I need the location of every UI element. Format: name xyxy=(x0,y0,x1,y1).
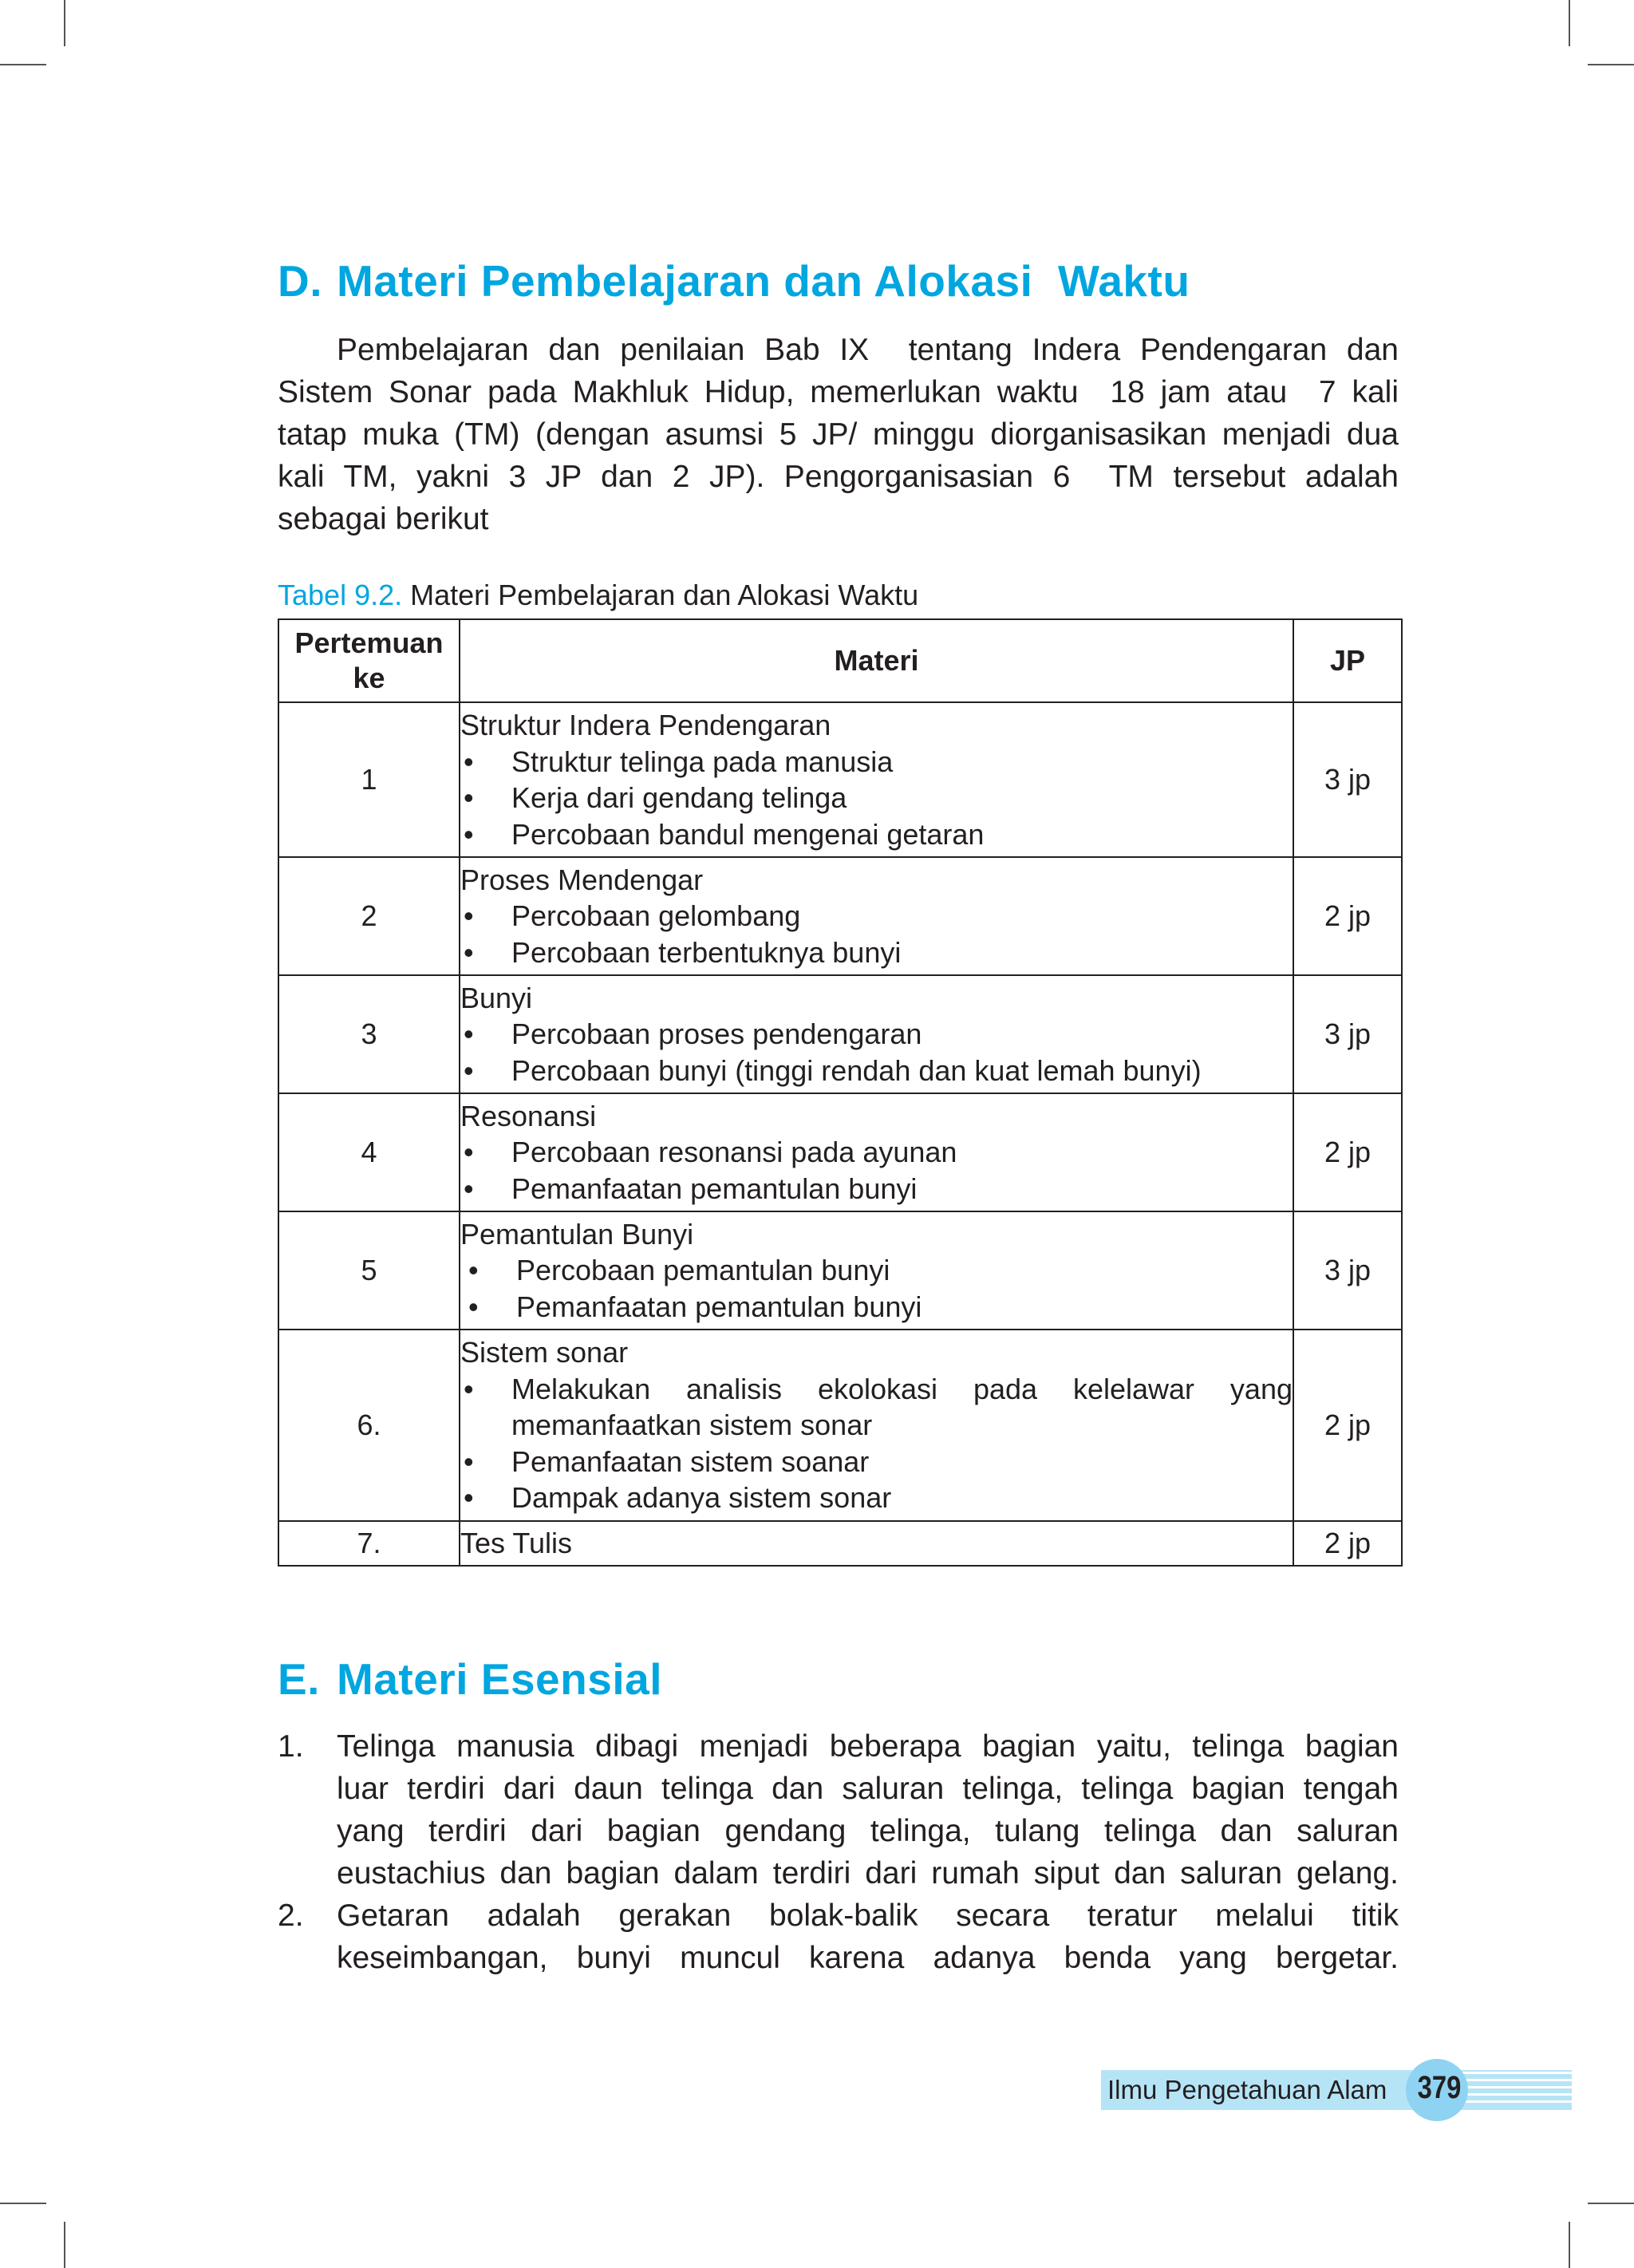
materi-title: Bunyi xyxy=(460,981,533,1014)
table-row xyxy=(278,1093,1402,1211)
row-materi xyxy=(460,1093,1293,1211)
paragraph-line: Sistem Sonar pada Makhluk Hidup, memerlukan waktu 18 jam atau 7 kali xyxy=(278,375,1399,409)
table-row xyxy=(278,1330,1402,1521)
section-d-heading xyxy=(278,255,1190,306)
crop-mark xyxy=(64,0,65,46)
table-row xyxy=(278,702,1402,857)
row-jp: 2 jp xyxy=(1293,857,1402,975)
materi-title: Tes Tulis xyxy=(460,1527,573,1560)
list-item: • Pemanfaatan sistem soanar xyxy=(464,1444,870,1478)
crop-mark xyxy=(1569,0,1570,46)
crop-mark xyxy=(64,2222,65,2268)
row-materi xyxy=(460,702,1293,857)
row-materi xyxy=(460,1330,1293,1521)
table-caption-label: Tabel 9.2. xyxy=(278,579,403,611)
header-pertemuan: Pertemuan ke xyxy=(278,619,460,702)
page-number: 379 xyxy=(1417,2070,1462,2105)
section-d-letter: D. xyxy=(278,256,322,306)
crop-mark xyxy=(0,64,46,65)
row-number: 4 xyxy=(278,1093,460,1211)
row-materi xyxy=(460,975,1293,1093)
list-item xyxy=(278,1725,1399,1895)
list-item-continuation: memanfaatkan sistem sonar xyxy=(511,1409,873,1442)
section-e-letter: E. xyxy=(278,1654,320,1704)
row-number: 3 xyxy=(278,975,460,1093)
header-jp: JP xyxy=(1293,619,1402,702)
list-item: • Percobaan bandul mengenai getaran xyxy=(464,817,985,851)
section-e-title: Materi Esensial xyxy=(337,1654,662,1704)
list-item-text: Getaran adalah gerakan bolak-balik secara teratur melalui titik keseimbangan, bunyi muncul karena adanya benda yang bergetar. xyxy=(337,1899,1399,1975)
crop-mark xyxy=(1569,2222,1570,2268)
materi-title: Sistem sonar xyxy=(460,1336,629,1369)
list-item-text: Telinga manusia dibagi menjadi beberapa bagian yaitu, telinga bagian luar terdiri dari daun telinga dan saluran telinga, telinga bagian tengah yang terdiri dari bagian gendang telinga, tulang telinga dan saluran eustachius dan bagian dalam terdiri dari rumah siput dan saluran gelang. xyxy=(337,1729,1399,1891)
list-item-number: 1. xyxy=(278,1729,304,1764)
section-e-heading xyxy=(278,1654,662,1705)
row-jp: 2 jp xyxy=(1293,1330,1402,1521)
paragraph-line: Pembelajaran dan penilaian Bab IX tentang Indera Pendengaran dan xyxy=(337,333,1399,367)
list-item: • Percobaan gelombang xyxy=(464,899,801,933)
section-d-paragraph xyxy=(278,329,1399,540)
list-item: • Percobaan pemantulan bunyi xyxy=(468,1254,890,1287)
row-jp: 3 jp xyxy=(1293,702,1402,857)
list-item: • Dampak adanya sistem sonar xyxy=(464,1481,892,1515)
row-materi xyxy=(460,1521,1293,1566)
row-number: 7. xyxy=(278,1521,460,1566)
table-row xyxy=(278,1211,1402,1330)
esensial-list xyxy=(278,1725,1399,1979)
table-row xyxy=(278,975,1402,1093)
row-number: 5 xyxy=(278,1211,460,1330)
row-number: 1 xyxy=(278,702,460,857)
list-item: • Pemanfaatan pemantulan bunyi xyxy=(464,1172,918,1205)
table-caption-text: Materi Pembelajaran dan Alokasi Waktu xyxy=(410,579,919,611)
row-number: 2 xyxy=(278,857,460,975)
header-materi: Materi xyxy=(460,619,1293,702)
list-item: • Melakukan analisis ekolokasi pada kelelawar yang xyxy=(464,1372,1293,1405)
row-materi xyxy=(460,1211,1293,1330)
list-item: • Pemanfaatan pemantulan bunyi xyxy=(468,1290,922,1323)
footer-subject: Ilmu Pengetahuan Alam xyxy=(1107,2075,1387,2104)
list-item: • Struktur telinga pada manusia xyxy=(464,745,894,778)
list-item: • Percobaan bunyi (tinggi rendah dan kuat lemah bunyi) xyxy=(464,1053,1202,1087)
materi-title: Resonansi xyxy=(460,1099,597,1132)
crop-mark xyxy=(1588,2203,1634,2204)
materi-title: Pemantulan Bunyi xyxy=(460,1217,694,1251)
footer-stripes xyxy=(1452,2072,1572,2108)
table-row xyxy=(278,857,1402,975)
row-jp: 3 jp xyxy=(1293,975,1402,1093)
paragraph-line: kali TM, yakni 3 JP dan 2 JP). Pengorganisasian 6 TM tersebut adalah xyxy=(278,460,1399,494)
crop-mark xyxy=(0,2203,46,2204)
table-header-row xyxy=(278,619,1402,702)
crop-mark xyxy=(1588,64,1634,65)
materi-table xyxy=(278,618,1403,1567)
list-item xyxy=(278,1895,1399,1979)
row-jp: 2 jp xyxy=(1293,1521,1402,1566)
table-row xyxy=(278,1521,1402,1566)
row-materi xyxy=(460,857,1293,975)
list-item: • Percobaan terbentuknya bunyi xyxy=(464,935,902,969)
paragraph-line: tatap muka (TM) (dengan asumsi 5 JP/ minggu diorganisasikan menjadi dua xyxy=(278,417,1399,452)
row-jp: 2 jp xyxy=(1293,1093,1402,1211)
materi-title: Proses Mendengar xyxy=(460,863,704,896)
row-number: 6. xyxy=(278,1330,460,1521)
row-jp: 3 jp xyxy=(1293,1211,1402,1330)
paragraph-line: sebagai berikut xyxy=(278,502,489,536)
table-caption xyxy=(278,579,918,612)
section-d-title: Materi Pembelajaran dan Alokasi Waktu xyxy=(337,256,1190,306)
list-item: • Percobaan proses pendengaran xyxy=(464,1017,922,1051)
list-item: • Percobaan resonansi pada ayunan xyxy=(464,1136,957,1169)
materi-title: Struktur Indera Pendengaran xyxy=(460,709,831,741)
list-item-number: 2. xyxy=(278,1899,304,1933)
list-item: • Kerja dari gendang telinga xyxy=(464,781,847,814)
